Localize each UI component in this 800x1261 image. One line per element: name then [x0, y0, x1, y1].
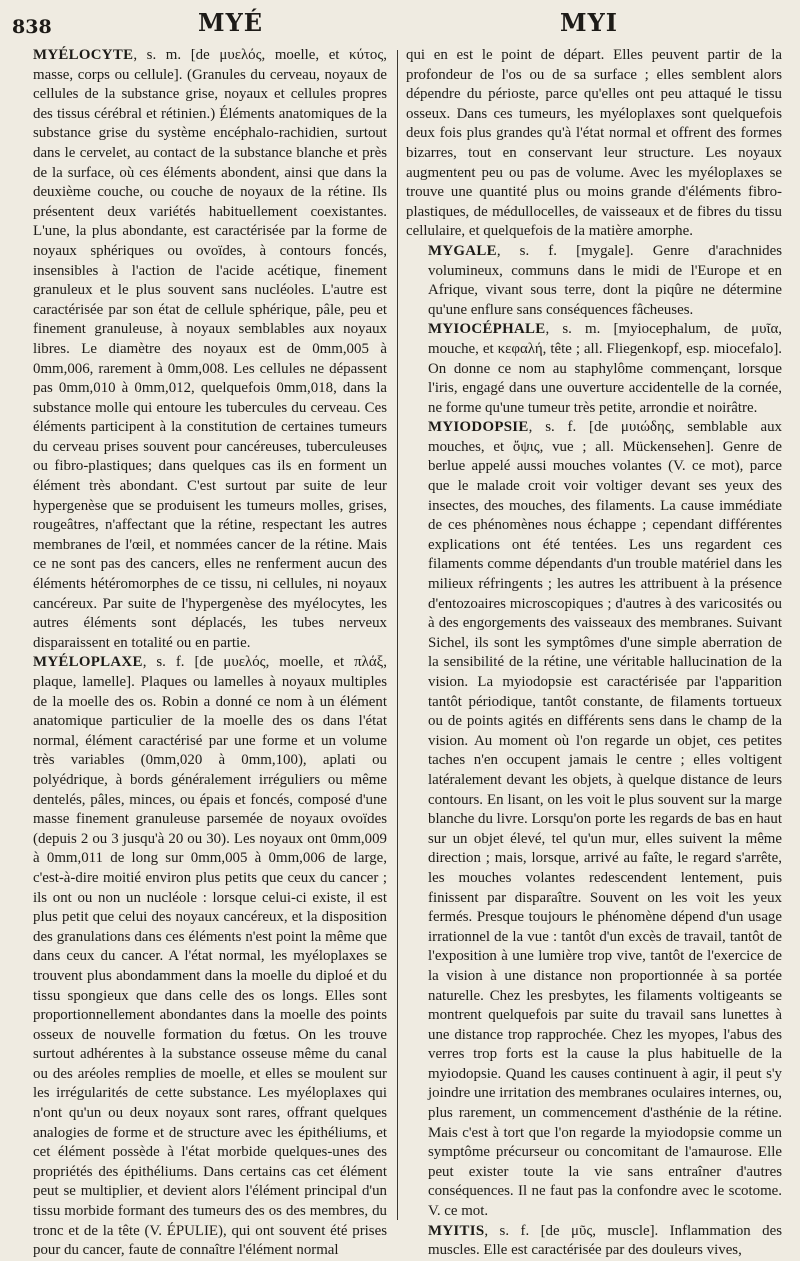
- entry-headword: MYIOCÉPHALE: [428, 321, 546, 338]
- column-divider: [397, 50, 398, 1220]
- page-number: 838: [12, 16, 52, 38]
- page-header: [0, 0, 800, 44]
- entry-myiocephale: [406, 320, 782, 418]
- entry-body: , s. m. [de μυελός, moelle, et κύτος, masse, corps ou cellule]. (Granules du cerveau, noyaux de cellules de la substance grise, noyaux et cellules propres des tissus cérébral et rétinien.) Éléments anatomiques de la substance grise du système encéphalo-rachidien, surtout dans le cervelet, au contact de la substance blanche et près de la surface, où ces éléments abondent, ainsi que dans la deuxième couche, ou couche de noyaux de la rétine. Ils présentent deux variétés habituellement coexistantes. L'une, la plus abondante, est caractérisée par la forme de noyaux sphériques ou ovoïdes, à contours foncés, insensibles à l'action de l'acide acétique, finement granuleux et le plus souvent sans nucléoles. L'autre est caractérisée par son état de cellule sphérique, pâle, peu et finement granuleuse, à noyaux semblables aux noyaux libres. Le diamètre des noyaux est de 0mm,005 à 0mm,006, rarement à 0mm,008. Les cellules ne dépassent pas 0mm,010 à 0mm,012, quelquefois 0mm,018, dans la substance molle qui entoure les tubercules du cerveau. Ces éléments participent à la constitution de certaines tumeurs du cerveau prises souvent pour cancéreuses, tuberculeuses ou fibro-plastiques; dans quelques cas ils en forment un élément très abondant. C'est surtout par suite de leur hypergenèse que se produisent les tumeurs molles, grises, rougeâtres, n'affectant que la rétine, respectant les autres membranes de l'œil, et nommées cancer de la rétine. Mais ce ne sont pas des cancers, elles ne renferment aucun des éléments hétéromorphes de ce tissu, ni cellules, ni noyaux cancéreux. Par suite de l'hypergenèse des myélocytes, les autres éléments sont déplacés, les tubes nerveux disparaissent en totalité ou en partie.: [33, 47, 387, 651]
- entry-body: , s. f. [mygale]. Genre d'arachnides volumineux, communs dans le midi de l'Europe et en Afrique, vivant sous terre, dont la piqûre ne détermine qu'une enflure sans conséquences fâcheuses.: [428, 242, 782, 318]
- entry-body: , s. f. [de μυελός, moelle, et πλάξ, plaque, lamelle]. Plaques ou lamelles à noyaux multiples de la moelle des os. Robin a donné ce nom à un élément anatomique particulier de la moelle des os dans l'état normal, élément caractérisé par une forme et un volume très variables (0mm,020 à 0mm,100), aplati ou polyédrique, à bords généralement irréguliers ou même dentelés, pâles, minces, ou épais et foncés, composé d'une masse finement granuleuse parsemée de noyaux ovoïdes (depuis 2 ou 3 jusqu'à 20 ou 30). Les noyaux ont 0mm,009 à 0mm,011 de long sur 0mm,005 à 0mm,006 de large, c'est-à-dire moitié environ plus petits que ceux du cancer ; ils ont ou non un nucléole : lorsque celui-ci existe, il est plus petit que celui des noyaux cancéreux, et la disposition des granulations dans ces éléments n'est point la même que dans ceux du cancer. A l'état normal, les myéloplaxes se trouvent plus abondamment dans la moelle du diploé et du tissu spongieux que dans celle des os longs. Elles sont proportionnellement abondantes dans la moelle des points osseux de nouvelle formation du fœtus. On les trouve surtout adhérentes à la substance osseuse même du canal ou des aréoles remplies de moelle, et elles se moulent sur les irrégularités de cette substance. Les myéloplaxes qui n'ont qu'un ou deux noyaux sont rares, offrant quelques analogies de forme et de structure avec les épithéliums, et cet élément possède à l'état morbide quelques-unes des propriétés des épithéliums. Dans certains cas cet élément peut se multiplier, et devient alors l'élément principal d'un tissu morbide formant des tumeurs des os des membres, du tronc et de la tête (V. ÉPULIE), qui ont souvent été prises pour du cancer, faute de connaître l'élément normal: [33, 654, 387, 1259]
- right-column: [406, 46, 782, 1259]
- entry-headword: MYITIS: [428, 1222, 485, 1239]
- entry-myitis: [406, 1222, 782, 1261]
- entry-myiodopsie: [406, 418, 782, 1221]
- entry-headword: MYGALE: [428, 242, 497, 259]
- running-head-right: MYI: [560, 8, 618, 37]
- running-head-left: MYÉ: [198, 8, 263, 37]
- entry-body: , s. f. [de μῦς, muscle]. Inflammation des muscles. Elle est caractérisée par des douleurs vives,: [428, 1222, 782, 1259]
- entry-headword: MYÉLOPLAXE: [33, 654, 143, 671]
- entry-body: , s. f. [de μυιώδης, semblable aux mouches, et ὄψις, vue ; all. Mückensehen]. Genre de berlue appelé aussi mouches volantes (V. ce mot), parce que le malade croit voir voltiger devant ses yeux des insectes, des mouches, des filaments. La cause immédiate de ces phénomènes nous échappe ; cependant différentes explications ont été tentées. Les uns regardent ces filaments comme dépendants d'un trouble matériel dans les milieux réfringents ; les autres les attribuent à la présence d'entozoaires microscopiques ; d'autres à des varicosités ou à des engorgements des vaisseaux des membranes. Suivant Sichel, ils sont les symptômes d'une simple aberration de la sensibilité de la rétine, une véritable hallucination de la vision. La myiodopsie est caractérisée par l'apparition tantôt périodique, tantôt constante, de filaments tortueux ou de points agités en différents sens dans le champ de la vision. Au moment où l'on regarde un objet, ces petites taches n'en occupent jamais le centre ; elles voltigent latéralement devant les objets, à quelque distance de leurs contours. En lisant, on les voit le plus souvent sur la marge blanche du livre. Lorsqu'on porte les regards de bas en haut sur un objet élevé, tel qu'un mur, elles suivent la même direction ; mais, lorsque, arrivé au faîte, le regard s'arrête, les mouches volantes redescendent lentement, puis finissent par disparaître. Souvent on les voit les yeux fermés. Presque toujours le phénomène dépend d'un usage irrationnel de la vue : tantôt d'un excès de travail, tantôt de l'exposition à une lumière trop vive, tantôt de l'exercice de la vision à une distance non proportionnée à sa portée naturelle. Chez les presbytes, les filaments voltigeants se montrent quelquefois par suite du travail sans lunettes à une distance trop rapprochée. Chez les myopes, l'abus des verres trop forts est la cause la plus habituelle de la myiodopsie. Quand les causes continuent à agir, il peut s'y joindre une irritation des membranes oculaires internes, ou, plus rarement, un commencement d'asthénie de la rétine. Mais c'est à tort que l'on regarde la myiodopsie comme un symptôme précurseur ou concomitant de l'amaurose. Elle peut exister toute la vie sans entraîner d'autres conséquences. Il ne faut pas la confondre avec le scotome. V. ce mot.: [428, 419, 782, 1220]
- entry-myeloplaxe: [11, 653, 387, 1260]
- entry-body: qui en est le point de départ. Elles peuvent partir de la profondeur de l'os ou de sa surface ; elles semblent alors dépendre du périoste, parce qu'elles ont peu attaqué le tissu osseux. Dans ces tumeurs, les myéloplaxes sont quelquefois deux fois plus grandes qu'à l'état normal et offrent des formes bizarres, tout en conservant leur structure. Les noyaux augmentent peu ou pas de volume. Avec les myéloplaxes se trouve une quantité plus ou moins grande d'éléments fibro-plastiques, de médullocelles, de vaisseaux et de fibres du tissu cellulaire, et quelquefois de la matière amorphe.: [406, 47, 782, 240]
- entry-mygale: [406, 242, 782, 320]
- entry-headword: MYÉLOCYTE: [33, 47, 134, 63]
- left-column: [11, 46, 387, 1259]
- entry-headword: MYIODOPSIE: [428, 419, 529, 436]
- entry-body: , s. m. [myiocephalum, de μυῖα, mouche, et κεφαλή, tête ; all. Fliegenkopf, esp. miocefalo]. On donne ce nom au staphylôme commençant, lorsque l'iris, engagé dans une ouverture accidentelle de la cornée, ne forme qu'une tumeur très petite, arrondie et noirâtre.: [428, 321, 782, 416]
- entry-continuation: [406, 46, 782, 242]
- entry-myelocyte: [11, 46, 387, 653]
